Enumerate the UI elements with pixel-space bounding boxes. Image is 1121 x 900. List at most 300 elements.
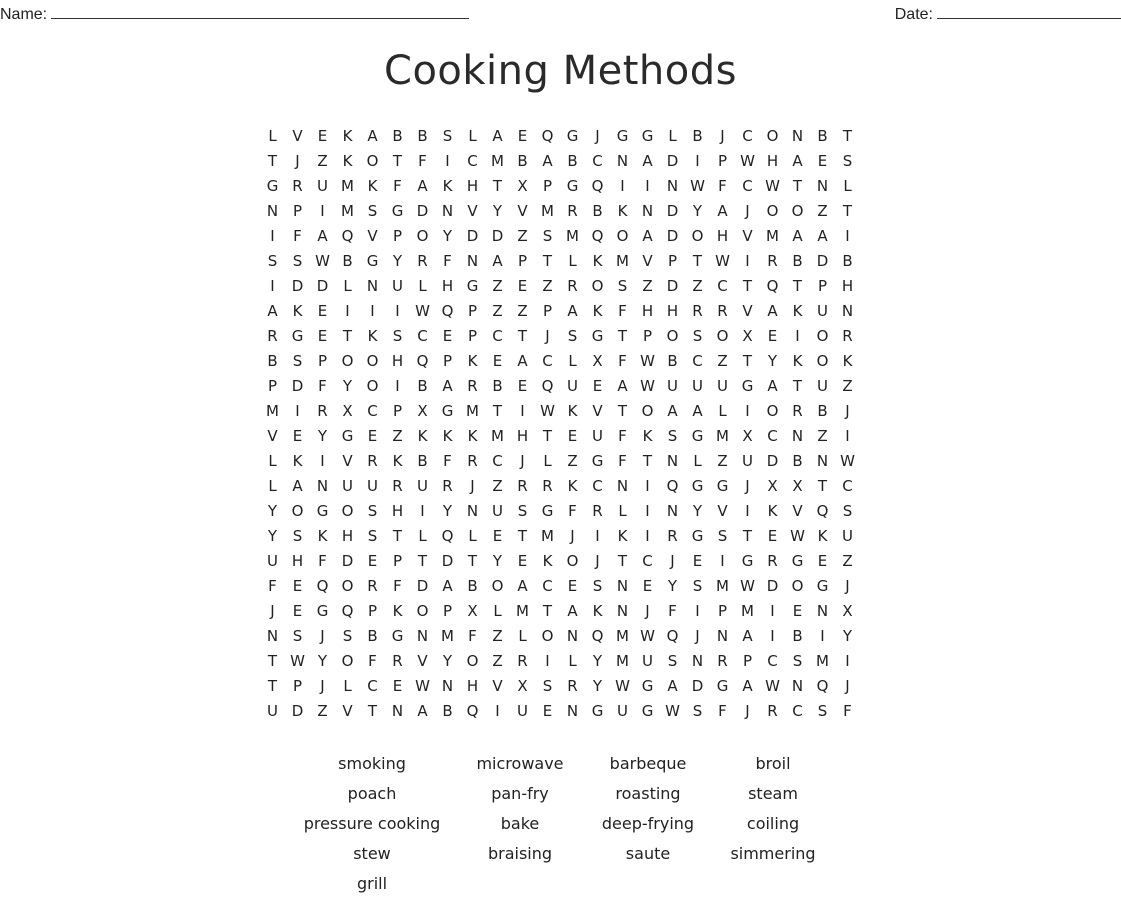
grid-letter-cell[interactable]: Y: [667, 577, 678, 595]
grid-letter-cell[interactable]: G: [366, 252, 379, 270]
grid-letter-cell[interactable]: K: [642, 427, 653, 445]
grid-letter-cell[interactable]: I: [620, 177, 625, 195]
grid-letter-cell[interactable]: I: [520, 402, 525, 420]
grid-letter-cell[interactable]: Q: [541, 127, 554, 145]
grid-letter-cell[interactable]: Z: [567, 452, 578, 470]
grid-letter-cell[interactable]: X: [517, 677, 528, 695]
grid-letter-cell[interactable]: R: [667, 527, 678, 545]
grid-letter-cell[interactable]: X: [467, 602, 478, 620]
grid-letter-cell[interactable]: C: [592, 152, 603, 170]
grid-letter-cell[interactable]: I: [395, 377, 400, 395]
grid-letter-cell[interactable]: U: [592, 427, 603, 445]
grid-letter-cell[interactable]: K: [617, 202, 628, 220]
grid-letter-cell[interactable]: P: [367, 602, 378, 620]
grid-letter-cell[interactable]: I: [270, 277, 275, 295]
grid-letter-cell[interactable]: A: [767, 302, 778, 320]
grid-letter-cell[interactable]: O: [716, 327, 729, 345]
name-field[interactable]: [0, 4, 469, 24]
grid-letter-cell[interactable]: N: [416, 627, 429, 645]
grid-letter-cell[interactable]: K: [342, 127, 353, 145]
grid-letter-cell[interactable]: R: [567, 202, 578, 220]
grid-letter-cell[interactable]: T: [267, 152, 278, 170]
grid-letter-cell[interactable]: D: [291, 377, 304, 395]
grid-letter-cell[interactable]: P: [292, 677, 303, 695]
grid-letter-cell[interactable]: Y: [442, 652, 453, 670]
grid-letter-cell[interactable]: J: [295, 152, 300, 170]
grid-letter-cell[interactable]: E: [692, 552, 703, 570]
grid-letter-cell[interactable]: A: [767, 377, 778, 395]
grid-letter-cell[interactable]: P: [392, 552, 403, 570]
grid-letter-cell[interactable]: M: [341, 202, 354, 220]
grid-letter-cell[interactable]: Q: [816, 677, 829, 695]
grid-letter-cell[interactable]: F: [393, 177, 402, 195]
grid-letter-cell[interactable]: Z: [492, 627, 503, 645]
grid-letter-cell[interactable]: L: [568, 352, 577, 370]
grid-letter-cell[interactable]: U: [742, 452, 753, 470]
grid-letter-cell[interactable]: V: [342, 452, 353, 470]
grid-letter-cell[interactable]: K: [292, 452, 303, 470]
grid-letter-cell[interactable]: T: [742, 277, 753, 295]
grid-letter-cell[interactable]: T: [517, 327, 528, 345]
grid-letter-cell[interactable]: W: [665, 702, 680, 720]
grid-letter-cell[interactable]: F: [843, 702, 852, 720]
grid-letter-cell[interactable]: E: [542, 702, 553, 720]
grid-letter-cell[interactable]: H: [666, 302, 679, 320]
grid-letter-cell[interactable]: B: [817, 402, 828, 420]
grid-letter-cell[interactable]: L: [268, 452, 277, 470]
grid-letter-cell[interactable]: O: [466, 652, 479, 670]
grid-letter-cell[interactable]: D: [666, 277, 679, 295]
grid-letter-cell[interactable]: V: [342, 702, 353, 720]
grid-letter-cell[interactable]: E: [517, 277, 528, 295]
grid-letter-cell[interactable]: K: [592, 252, 603, 270]
grid-letter-cell[interactable]: P: [717, 152, 728, 170]
grid-letter-cell[interactable]: Q: [591, 227, 604, 245]
grid-letter-cell[interactable]: N: [691, 652, 704, 670]
grid-letter-cell[interactable]: C: [717, 277, 728, 295]
grid-letter-cell[interactable]: K: [417, 427, 428, 445]
grid-letter-cell[interactable]: K: [617, 527, 628, 545]
grid-letter-cell[interactable]: Z: [492, 277, 503, 295]
grid-letter-cell[interactable]: K: [767, 502, 778, 520]
grid-letter-cell[interactable]: S: [442, 127, 453, 145]
grid-letter-cell[interactable]: B: [592, 202, 603, 220]
grid-letter-cell[interactable]: O: [416, 227, 429, 245]
grid-letter-cell[interactable]: H: [841, 277, 854, 295]
grid-letter-cell[interactable]: V: [467, 202, 478, 220]
grid-letter-cell[interactable]: R: [517, 477, 528, 495]
grid-letter-cell[interactable]: U: [692, 377, 703, 395]
grid-letter-cell[interactable]: O: [366, 377, 379, 395]
grid-letter-cell[interactable]: T: [842, 202, 853, 220]
grid-letter-cell[interactable]: J: [745, 702, 750, 720]
grid-letter-cell[interactable]: M: [491, 152, 504, 170]
grid-letter-cell[interactable]: P: [267, 377, 278, 395]
grid-letter-cell[interactable]: F: [443, 452, 452, 470]
grid-letter-cell[interactable]: S: [792, 652, 803, 670]
grid-letter-cell[interactable]: N: [666, 452, 679, 470]
grid-letter-cell[interactable]: R: [467, 452, 478, 470]
grid-letter-cell[interactable]: T: [392, 527, 403, 545]
date-field[interactable]: [895, 4, 1121, 24]
grid-letter-cell[interactable]: Y: [692, 202, 703, 220]
grid-letter-cell[interactable]: M: [491, 427, 504, 445]
grid-letter-cell[interactable]: B: [467, 577, 478, 595]
grid-letter-cell[interactable]: R: [567, 277, 578, 295]
grid-letter-cell[interactable]: X: [342, 402, 353, 420]
grid-letter-cell[interactable]: Y: [442, 502, 453, 520]
grid-letter-cell[interactable]: T: [267, 652, 278, 670]
grid-letter-cell[interactable]: A: [692, 402, 703, 420]
grid-letter-cell[interactable]: A: [567, 302, 578, 320]
grid-letter-cell[interactable]: P: [317, 352, 328, 370]
grid-letter-cell[interactable]: U: [342, 477, 353, 495]
grid-letter-cell[interactable]: G: [641, 677, 654, 695]
grid-letter-cell[interactable]: J: [470, 477, 475, 495]
grid-letter-cell[interactable]: S: [292, 352, 303, 370]
grid-letter-cell[interactable]: C: [767, 652, 778, 670]
grid-letter-cell[interactable]: G: [791, 552, 804, 570]
grid-letter-cell[interactable]: G: [266, 177, 279, 195]
grid-letter-cell[interactable]: K: [567, 477, 578, 495]
grid-letter-cell[interactable]: R: [317, 402, 328, 420]
grid-letter-cell[interactable]: V: [367, 227, 378, 245]
grid-letter-cell[interactable]: N: [266, 627, 279, 645]
grid-letter-cell[interactable]: N: [566, 627, 579, 645]
grid-letter-cell[interactable]: Z: [717, 352, 728, 370]
grid-letter-cell[interactable]: U: [717, 377, 728, 395]
grid-letter-cell[interactable]: J: [695, 627, 700, 645]
grid-letter-cell[interactable]: H: [441, 277, 454, 295]
grid-letter-cell[interactable]: L: [568, 652, 577, 670]
grid-letter-cell[interactable]: Z: [692, 277, 703, 295]
grid-letter-cell[interactable]: M: [816, 652, 829, 670]
grid-letter-cell[interactable]: O: [691, 227, 704, 245]
grid-letter-cell[interactable]: T: [342, 327, 353, 345]
grid-letter-cell[interactable]: R: [767, 252, 778, 270]
grid-letter-cell[interactable]: U: [842, 527, 853, 545]
grid-letter-cell[interactable]: S: [667, 652, 678, 670]
grid-letter-cell[interactable]: G: [316, 502, 329, 520]
grid-letter-cell[interactable]: C: [742, 177, 753, 195]
grid-letter-cell[interactable]: R: [442, 477, 453, 495]
grid-letter-cell[interactable]: L: [668, 127, 677, 145]
grid-letter-cell[interactable]: O: [766, 402, 779, 420]
grid-letter-cell[interactable]: T: [367, 702, 378, 720]
grid-letter-cell[interactable]: Z: [492, 302, 503, 320]
grid-letter-cell[interactable]: M: [541, 202, 554, 220]
grid-letter-cell[interactable]: T: [542, 252, 553, 270]
grid-letter-cell[interactable]: U: [267, 552, 278, 570]
grid-letter-cell[interactable]: Z: [817, 427, 828, 445]
grid-letter-cell[interactable]: G: [541, 502, 554, 520]
grid-letter-cell[interactable]: A: [492, 252, 503, 270]
grid-letter-cell[interactable]: P: [542, 177, 553, 195]
grid-letter-cell[interactable]: A: [517, 352, 528, 370]
grid-letter-cell[interactable]: B: [792, 452, 803, 470]
grid-letter-cell[interactable]: A: [792, 152, 803, 170]
grid-letter-cell[interactable]: G: [291, 327, 304, 345]
grid-letter-cell[interactable]: A: [742, 627, 753, 645]
grid-letter-cell[interactable]: D: [291, 702, 304, 720]
grid-letter-cell[interactable]: R: [692, 302, 703, 320]
grid-letter-cell[interactable]: A: [442, 377, 453, 395]
grid-letter-cell[interactable]: G: [641, 702, 654, 720]
grid-letter-cell[interactable]: E: [367, 552, 378, 570]
grid-letter-cell[interactable]: J: [720, 127, 725, 145]
grid-letter-cell[interactable]: B: [792, 627, 803, 645]
grid-letter-cell[interactable]: K: [367, 177, 378, 195]
grid-letter-cell[interactable]: A: [367, 127, 378, 145]
grid-letter-cell[interactable]: E: [317, 302, 328, 320]
grid-letter-cell[interactable]: Y: [342, 377, 353, 395]
grid-letter-cell[interactable]: E: [367, 427, 378, 445]
grid-letter-cell[interactable]: G: [741, 552, 754, 570]
grid-letter-cell[interactable]: K: [392, 452, 403, 470]
grid-letter-cell[interactable]: D: [291, 277, 304, 295]
grid-letter-cell[interactable]: N: [816, 602, 829, 620]
grid-letter-cell[interactable]: M: [441, 627, 454, 645]
grid-letter-cell[interactable]: G: [691, 477, 704, 495]
grid-letter-cell[interactable]: Z: [717, 452, 728, 470]
grid-letter-cell[interactable]: S: [292, 252, 303, 270]
grid-letter-cell[interactable]: C: [542, 577, 553, 595]
grid-letter-cell[interactable]: L: [518, 627, 527, 645]
grid-letter-cell[interactable]: A: [417, 702, 428, 720]
grid-letter-cell[interactable]: Y: [317, 652, 328, 670]
grid-letter-cell[interactable]: I: [845, 427, 850, 445]
grid-letter-cell[interactable]: F: [443, 252, 452, 270]
grid-letter-cell[interactable]: T: [517, 527, 528, 545]
grid-letter-cell[interactable]: Z: [842, 377, 853, 395]
grid-letter-cell[interactable]: X: [767, 477, 778, 495]
grid-letter-cell[interactable]: T: [692, 252, 703, 270]
grid-letter-cell[interactable]: P: [642, 327, 653, 345]
grid-letter-cell[interactable]: Y: [442, 227, 453, 245]
grid-letter-cell[interactable]: J: [595, 127, 600, 145]
grid-letter-cell[interactable]: Q: [591, 627, 604, 645]
grid-letter-cell[interactable]: S: [842, 502, 853, 520]
grid-letter-cell[interactable]: V: [742, 227, 753, 245]
grid-letter-cell[interactable]: S: [267, 252, 278, 270]
grid-letter-cell[interactable]: D: [816, 252, 829, 270]
grid-letter-cell[interactable]: F: [393, 577, 402, 595]
grid-letter-cell[interactable]: O: [616, 227, 629, 245]
grid-letter-cell[interactable]: E: [517, 377, 528, 395]
grid-letter-cell[interactable]: M: [541, 527, 554, 545]
grid-letter-cell[interactable]: C: [642, 552, 653, 570]
grid-letter-cell[interactable]: R: [542, 477, 553, 495]
grid-letter-cell[interactable]: R: [767, 702, 778, 720]
grid-letter-cell[interactable]: Z: [642, 277, 653, 295]
grid-letter-cell[interactable]: K: [567, 402, 578, 420]
grid-letter-cell[interactable]: O: [816, 352, 829, 370]
grid-letter-cell[interactable]: T: [417, 552, 428, 570]
grid-letter-cell[interactable]: P: [442, 602, 453, 620]
date-blank-line[interactable]: [937, 4, 1121, 19]
grid-letter-cell[interactable]: R: [392, 652, 403, 670]
grid-letter-cell[interactable]: P: [292, 202, 303, 220]
grid-letter-cell[interactable]: M: [766, 227, 779, 245]
grid-letter-cell[interactable]: P: [717, 602, 728, 620]
grid-letter-cell[interactable]: N: [616, 577, 629, 595]
grid-letter-cell[interactable]: Z: [517, 302, 528, 320]
grid-letter-cell[interactable]: A: [642, 227, 653, 245]
grid-letter-cell[interactable]: I: [395, 302, 400, 320]
grid-letter-cell[interactable]: O: [666, 327, 679, 345]
grid-letter-cell[interactable]: K: [592, 302, 603, 320]
grid-letter-cell[interactable]: U: [317, 177, 328, 195]
grid-letter-cell[interactable]: A: [642, 152, 653, 170]
grid-letter-cell[interactable]: I: [445, 152, 450, 170]
grid-letter-cell[interactable]: I: [645, 177, 650, 195]
grid-letter-cell[interactable]: M: [616, 652, 629, 670]
grid-letter-cell[interactable]: N: [616, 152, 629, 170]
grid-letter-cell[interactable]: W: [415, 677, 430, 695]
grid-letter-cell[interactable]: H: [641, 302, 654, 320]
grid-letter-cell[interactable]: H: [466, 177, 479, 195]
grid-letter-cell[interactable]: X: [517, 177, 528, 195]
grid-letter-cell[interactable]: R: [567, 677, 578, 695]
grid-letter-cell[interactable]: Q: [341, 602, 354, 620]
grid-letter-cell[interactable]: B: [567, 152, 578, 170]
grid-letter-cell[interactable]: K: [342, 152, 353, 170]
grid-letter-cell[interactable]: O: [766, 127, 779, 145]
grid-letter-cell[interactable]: Z: [492, 652, 503, 670]
grid-letter-cell[interactable]: R: [792, 402, 803, 420]
grid-letter-cell[interactable]: M: [716, 427, 729, 445]
grid-letter-cell[interactable]: P: [467, 302, 478, 320]
grid-letter-cell[interactable]: U: [367, 477, 378, 495]
grid-letter-cell[interactable]: U: [667, 377, 678, 395]
grid-letter-cell[interactable]: Q: [666, 627, 679, 645]
grid-letter-cell[interactable]: K: [592, 602, 603, 620]
grid-letter-cell[interactable]: I: [745, 402, 750, 420]
grid-letter-cell[interactable]: I: [270, 227, 275, 245]
grid-letter-cell[interactable]: O: [791, 577, 804, 595]
grid-letter-cell[interactable]: J: [570, 527, 575, 545]
grid-letter-cell[interactable]: F: [718, 702, 727, 720]
grid-letter-cell[interactable]: L: [618, 502, 627, 520]
grid-letter-cell[interactable]: Z: [317, 152, 328, 170]
grid-letter-cell[interactable]: F: [668, 602, 677, 620]
grid-letter-cell[interactable]: I: [370, 302, 375, 320]
grid-letter-cell[interactable]: X: [592, 352, 603, 370]
grid-letter-cell[interactable]: B: [817, 127, 828, 145]
grid-letter-cell[interactable]: C: [467, 152, 478, 170]
grid-letter-cell[interactable]: D: [766, 452, 779, 470]
grid-letter-cell[interactable]: V: [642, 252, 653, 270]
grid-letter-cell[interactable]: G: [441, 402, 454, 420]
grid-letter-cell[interactable]: Z: [517, 227, 528, 245]
grid-letter-cell[interactable]: I: [770, 627, 775, 645]
grid-letter-cell[interactable]: G: [566, 177, 579, 195]
grid-letter-cell[interactable]: L: [493, 602, 502, 620]
grid-letter-cell[interactable]: C: [592, 477, 603, 495]
grid-letter-cell[interactable]: E: [442, 327, 453, 345]
grid-letter-cell[interactable]: F: [293, 227, 302, 245]
grid-letter-cell[interactable]: A: [542, 152, 553, 170]
grid-letter-cell[interactable]: G: [616, 127, 629, 145]
grid-letter-cell[interactable]: K: [292, 302, 303, 320]
grid-letter-cell[interactable]: E: [317, 327, 328, 345]
grid-letter-cell[interactable]: A: [792, 227, 803, 245]
grid-letter-cell[interactable]: V: [292, 127, 303, 145]
grid-letter-cell[interactable]: C: [492, 452, 503, 470]
grid-letter-cell[interactable]: I: [595, 527, 600, 545]
grid-letter-cell[interactable]: L: [718, 402, 727, 420]
grid-letter-cell[interactable]: C: [367, 402, 378, 420]
grid-letter-cell[interactable]: G: [716, 477, 729, 495]
grid-letter-cell[interactable]: K: [792, 352, 803, 370]
grid-letter-cell[interactable]: C: [842, 477, 853, 495]
grid-letter-cell[interactable]: I: [745, 252, 750, 270]
grid-letter-cell[interactable]: E: [392, 677, 403, 695]
grid-letter-cell[interactable]: K: [317, 527, 328, 545]
grid-letter-cell[interactable]: L: [843, 177, 852, 195]
grid-letter-cell[interactable]: T: [542, 602, 553, 620]
grid-letter-cell[interactable]: W: [540, 402, 555, 420]
grid-letter-cell[interactable]: T: [617, 402, 628, 420]
grid-letter-cell[interactable]: T: [792, 377, 803, 395]
grid-letter-cell[interactable]: G: [716, 677, 729, 695]
grid-letter-cell[interactable]: U: [267, 702, 278, 720]
grid-letter-cell[interactable]: B: [517, 152, 528, 170]
grid-letter-cell[interactable]: I: [845, 652, 850, 670]
grid-letter-cell[interactable]: E: [492, 352, 503, 370]
grid-letter-cell[interactable]: L: [418, 277, 427, 295]
grid-letter-cell[interactable]: V: [267, 427, 278, 445]
grid-letter-cell[interactable]: J: [520, 452, 525, 470]
grid-letter-cell[interactable]: F: [418, 152, 427, 170]
grid-letter-cell[interactable]: V: [717, 502, 728, 520]
grid-letter-cell[interactable]: P: [542, 302, 553, 320]
grid-letter-cell[interactable]: Q: [816, 502, 829, 520]
grid-letter-cell[interactable]: R: [367, 452, 378, 470]
grid-letter-cell[interactable]: K: [542, 552, 553, 570]
grid-letter-cell[interactable]: N: [841, 302, 854, 320]
grid-letter-cell[interactable]: Z: [317, 702, 328, 720]
grid-letter-cell[interactable]: Q: [316, 577, 329, 595]
grid-letter-cell[interactable]: J: [645, 602, 650, 620]
grid-letter-cell[interactable]: W: [690, 177, 705, 195]
grid-letter-cell[interactable]: H: [391, 352, 404, 370]
grid-letter-cell[interactable]: Y: [492, 552, 503, 570]
grid-letter-cell[interactable]: N: [616, 477, 629, 495]
grid-letter-cell[interactable]: A: [442, 577, 453, 595]
grid-letter-cell[interactable]: M: [741, 602, 754, 620]
grid-letter-cell[interactable]: T: [792, 277, 803, 295]
grid-letter-cell[interactable]: J: [270, 602, 275, 620]
grid-letter-cell[interactable]: Y: [267, 502, 278, 520]
grid-letter-cell[interactable]: U: [392, 277, 403, 295]
grid-letter-cell[interactable]: B: [417, 377, 428, 395]
grid-letter-cell[interactable]: H: [341, 527, 354, 545]
grid-letter-cell[interactable]: I: [545, 652, 550, 670]
grid-letter-cell[interactable]: P: [392, 227, 403, 245]
grid-letter-cell[interactable]: H: [516, 427, 529, 445]
grid-letter-cell[interactable]: Y: [492, 202, 503, 220]
grid-letter-cell[interactable]: G: [591, 327, 604, 345]
grid-letter-cell[interactable]: F: [618, 302, 627, 320]
grid-letter-cell[interactable]: P: [467, 327, 478, 345]
grid-letter-cell[interactable]: R: [517, 652, 528, 670]
grid-letter-cell[interactable]: O: [341, 652, 354, 670]
grid-letter-cell[interactable]: R: [417, 252, 428, 270]
grid-letter-cell[interactable]: M: [716, 577, 729, 595]
grid-letter-cell[interactable]: I: [645, 527, 650, 545]
grid-letter-cell[interactable]: S: [292, 527, 303, 545]
